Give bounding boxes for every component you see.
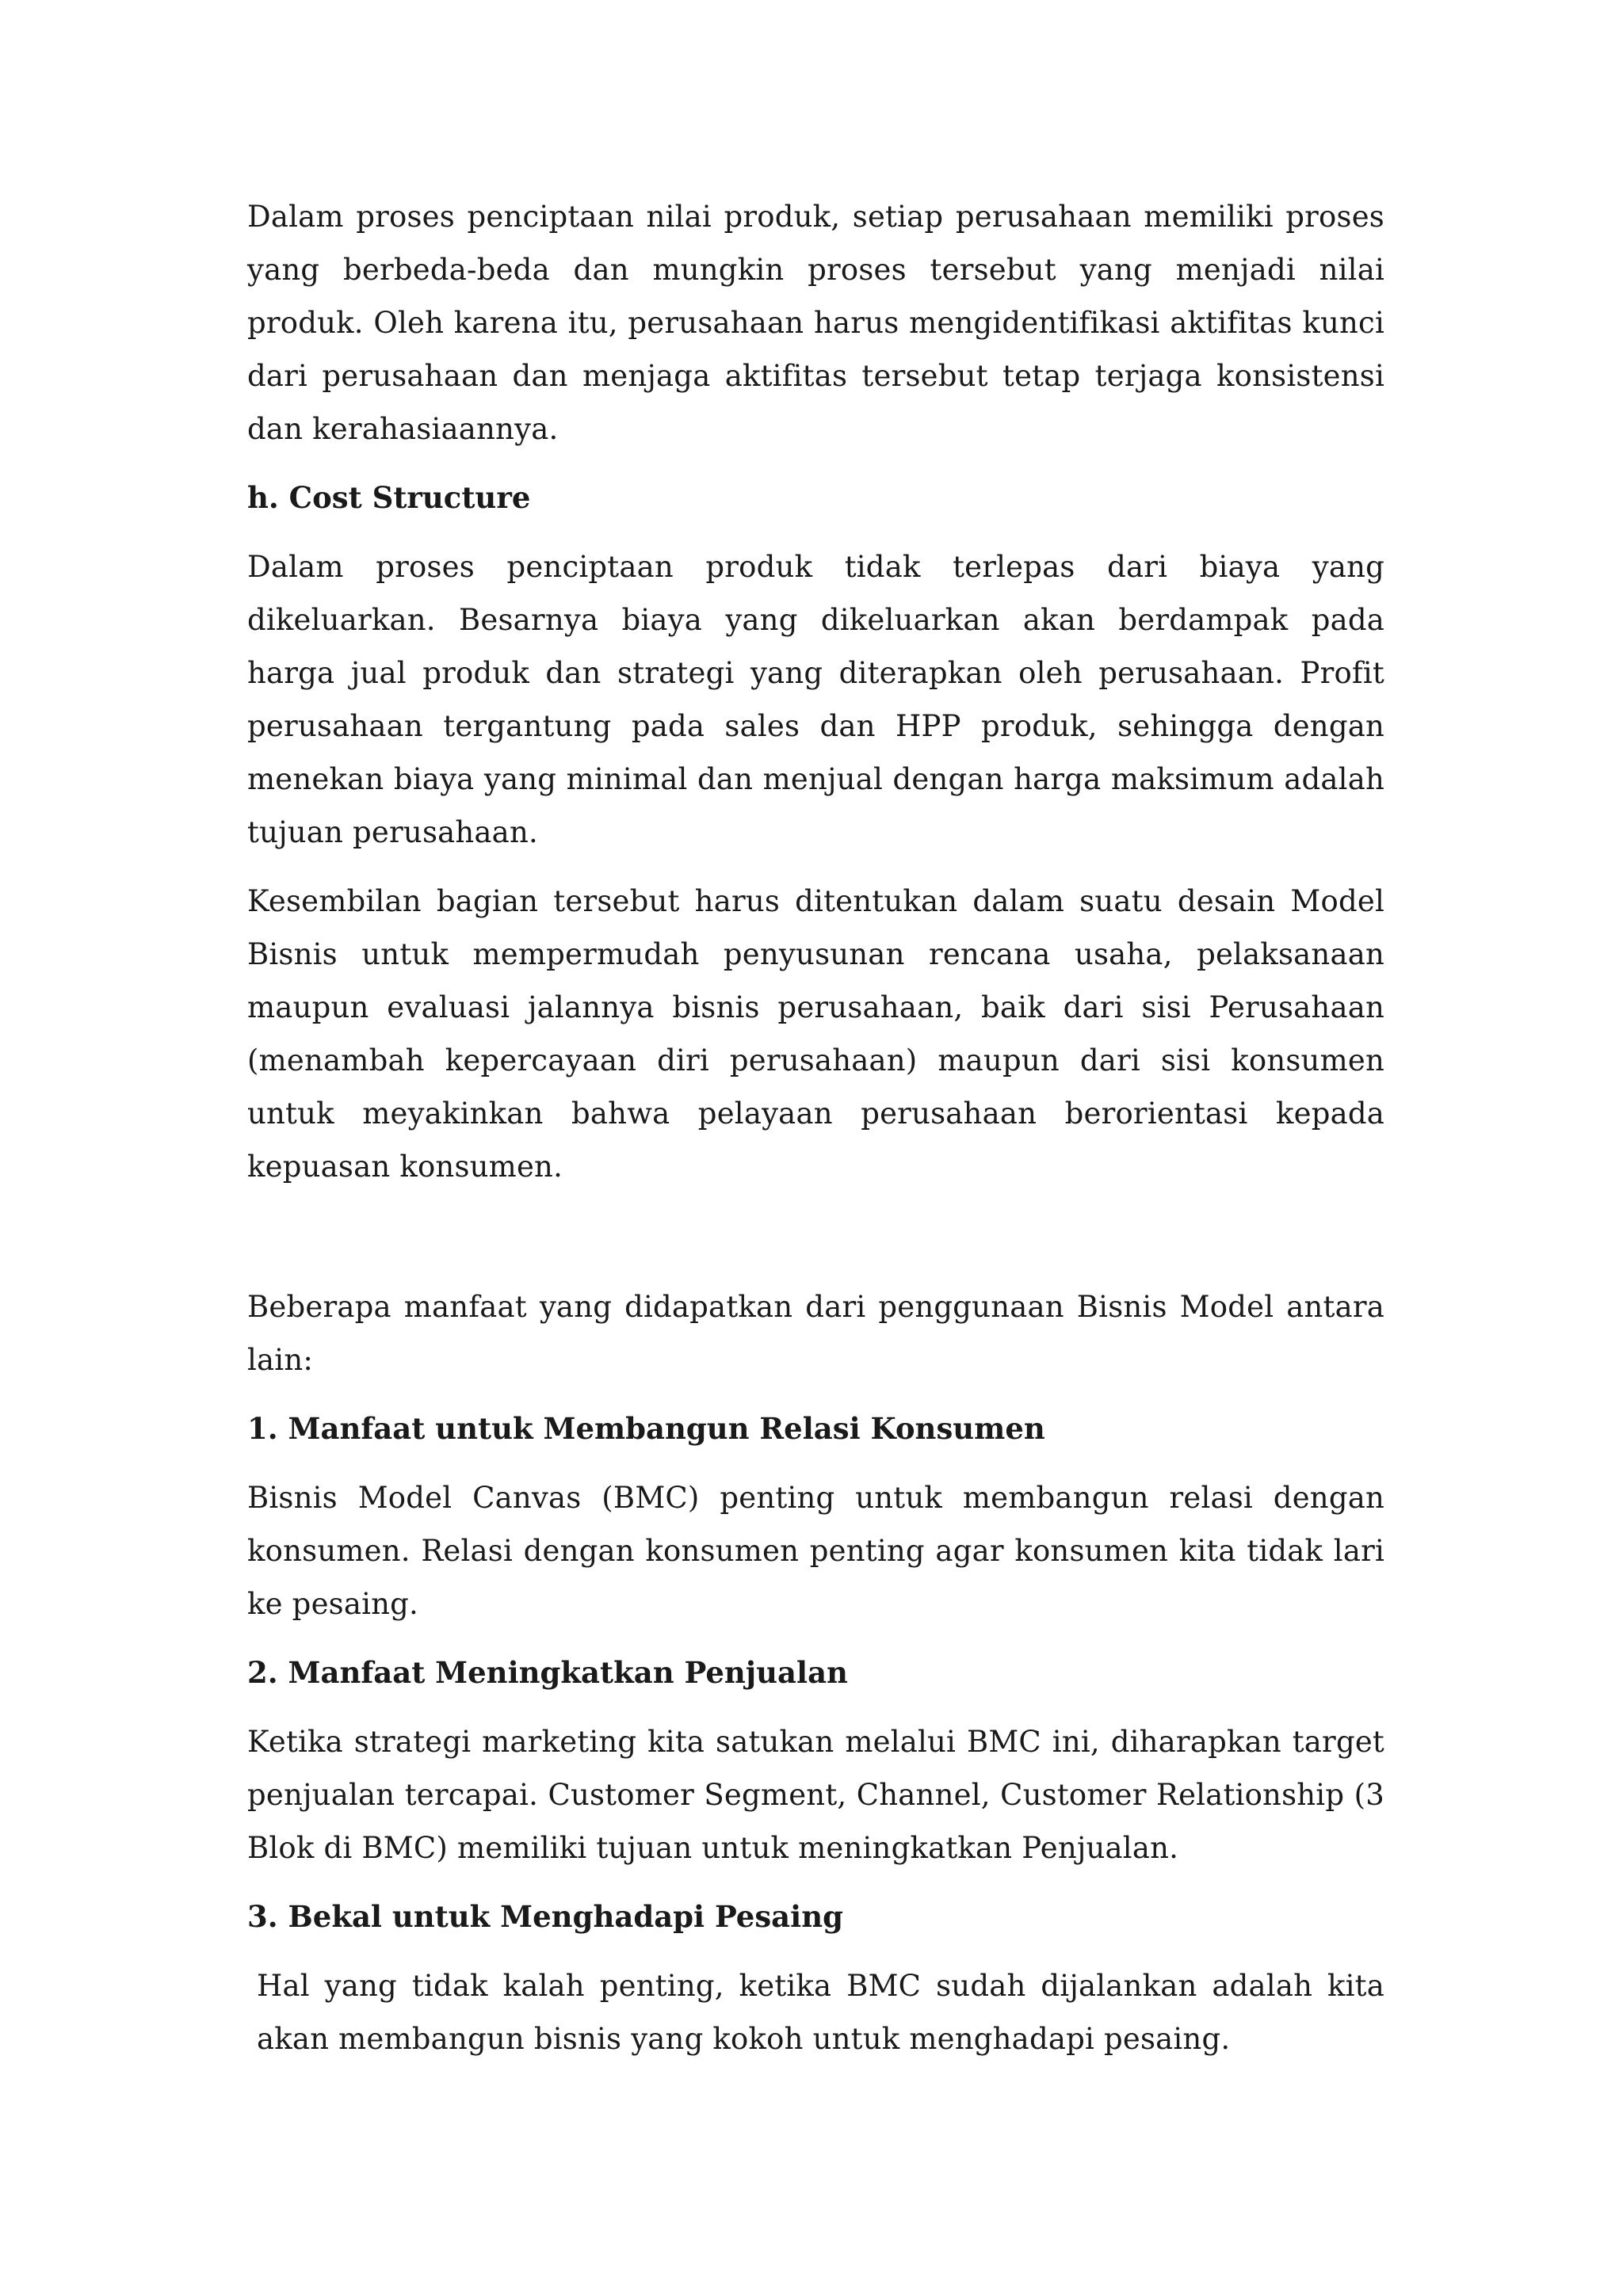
paragraph-benefit-1: Bisnis Model Canvas (BMC) penting untuk membangun relasi dengan konsumen. Relasi dengan konsumen penting agar konsumen kita tidak lari ke pesaing. bbox=[247, 1481, 1384, 1621]
heading-benefit-3: 3. Bekal untuk Menghadapi Pesaing bbox=[247, 1899, 843, 1934]
document-body bbox=[247, 190, 1384, 2065]
heading-benefit-2: 2. Manfaat Meningkatkan Penjualan bbox=[247, 1655, 848, 1690]
heading-cost-structure: h. Cost Structure bbox=[247, 480, 531, 515]
paragraph-cost-structure: Dalam proses penciptaan produk tidak terlepas dari biaya yang dikeluarkan. Besarnya biaya yang dikeluarkan akan berdampak pada harga jual produk dan strategi yang diterapkan oleh perusahaan. Profit perusahaan tergantung pada sales dan HPP produk, sehingga dengan menekan biaya yang minimal dan menjual dengan harga maksimum adalah tujuan perusahaan. bbox=[247, 550, 1384, 849]
paragraph-benefit-2: Ketika strategi marketing kita satukan melalui BMC ini, diharapkan target penjualan tercapai. Customer Segment, Channel, Customer Relationship (3 Blok di BMC) memiliki tujuan untuk meningkatkan Penjualan. bbox=[247, 1725, 1384, 1865]
paragraph-nine-parts: Kesembilan bagian tersebut harus ditentukan dalam suatu desain Model Bisnis untuk mempermudah penyusunan rencana usaha, pelaksanaan maupun evaluasi jalannya bisnis perusahaan, baik dari sisi Perusahaan (menambah kepercayaan diri perusahaan) maupun dari sisi konsumen untuk meyakinkan bahwa pelayaan perusahaan berorientasi kepada kepuasan konsumen. bbox=[247, 884, 1384, 1184]
heading-benefit-1: 1. Manfaat untuk Membangun Relasi Konsumen bbox=[247, 1411, 1045, 1446]
paragraph-key-activities: Dalam proses penciptaan nilai produk, setiap perusahaan memiliki proses yang berbeda-beda dan mungkin proses tersebut yang menjadi nilai produk. Oleh karena itu, perusahaan harus mengidentifikasi aktifitas kunci dari perusahaan dan menjaga aktifitas tersebut tetap terjaga konsistensi dan kerahasiaannya. bbox=[247, 200, 1384, 446]
paragraph-benefit-3: Hal yang tidak kalah penting, ketika BMC sudah dijalankan adalah kita akan membangun bisnis yang kokoh untuk menghadapi pesaing. bbox=[257, 1969, 1384, 2056]
paragraph-benefits-intro: Beberapa manfaat yang didapatkan dari penggunaan Bisnis Model antara lain: bbox=[247, 1290, 1384, 1377]
